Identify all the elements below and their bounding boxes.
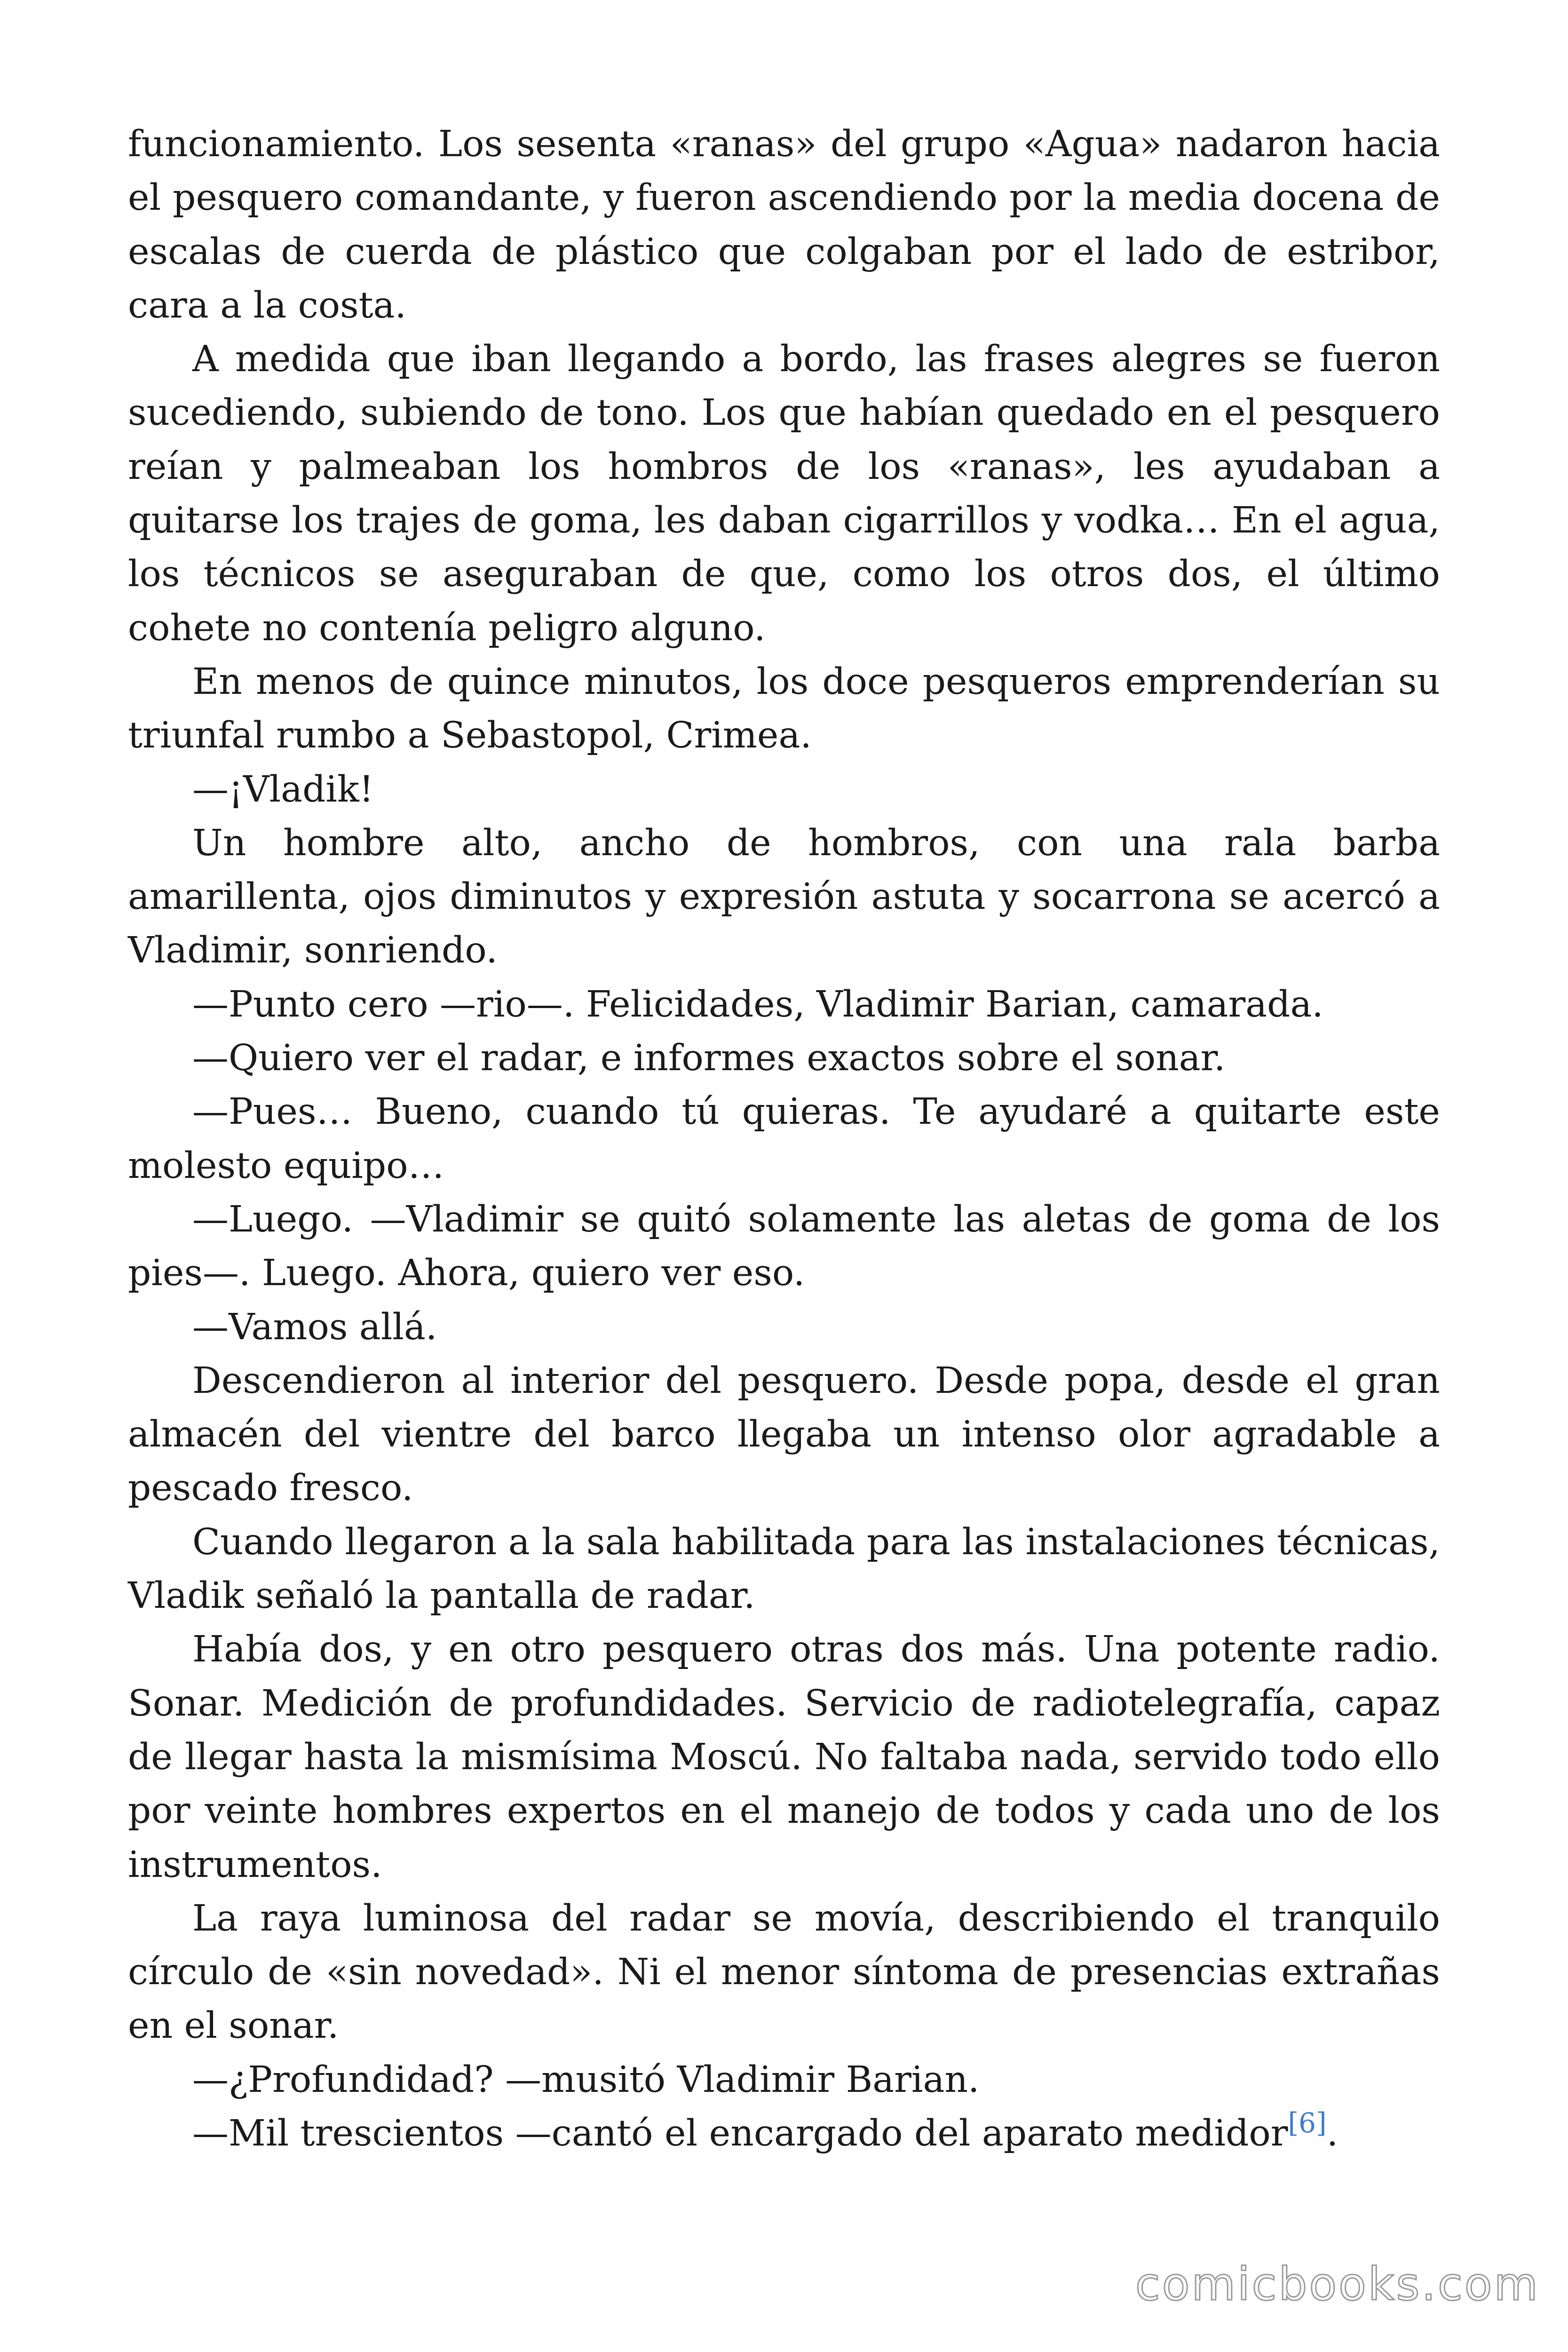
paragraph: —Luego. —Vladimir se quitó solamente las aletas de goma de los pies—. Luego. Ahora, quiero ver eso.	[128, 1198, 1440, 1295]
book-page-text	[128, 118, 1440, 2161]
paragraph: A medida que iban llegando a bordo, las frases alegres se fueron sucediendo, subiendo de tono. Los que habían quedado en el pesquero reían y palmeaban los hombros de los «ranas», les ayudaban a quitarse los trajes de goma, les daban cigarrillos y vodka… En el agua, los técnicos se aseguraban de que, como los otros dos, el último cohete no contenía peligro alguno.	[128, 338, 1440, 649]
paragraph: Cuando llegaron a la sala habilitada para las instalaciones técnicas, Vladik señaló la pantalla de radar.	[128, 1521, 1440, 1617]
paragraph: Un hombre alto, ancho de hombros, con una rala barba amarillenta, ojos diminutos y expresión astuta y socarrona se acercó a Vladimir, sonriendo.	[128, 822, 1440, 972]
paragraph: —Quiero ver el radar, e informes exactos sobre el sonar.	[192, 1037, 1226, 1080]
last-paragraph	[128, 2107, 1440, 2161]
paragraph: —Punto cero —rio—. Felicidades, Vladimir Barian, camarada.	[192, 983, 1323, 1025]
paragraph: Descendieron al interior del pesquero. Desde popa, desde el gran almacén del vientre del barco llegaba un intenso olor agradable a pescado fresco.	[128, 1359, 1440, 1510]
paragraph: La raya luminosa del radar se movía, describiendo el tranquilo círculo de «sin novedad». Ni el menor síntoma de presencias extrañas en el sonar.	[128, 1897, 1440, 2047]
footnote-link[interactable]: [6]	[1288, 2106, 1327, 2139]
paragraph: funcionamiento. Los sesenta «ranas» del grupo «Agua» nadaron hacia el pesquero comandante, y fueron ascendiendo por la media docena de escalas de cuerda de plástico que colgaban por el lado de estribor, cara a la costa.	[128, 123, 1440, 326]
last-paragraph-text: —Mil trescientos —cantó el encargado del aparato medidor	[192, 2112, 1288, 2154]
paragraph: En menos de quince minutos, los doce pesqueros emprenderían su triunfal rumbo a Sebastopol, Crimea.	[128, 660, 1440, 757]
paragraph: —¿Profundidad? —musitó Vladimir Barian.	[192, 2058, 980, 2101]
paragraph: —Vamos allá.	[192, 1306, 437, 1348]
paragraph: Había dos, y en otro pesquero otras dos más. Una potente radio. Sonar. Medición de profundidades. Servicio de radiotelegrafía, capaz de llegar hasta la mismísima Moscú. No faltaba nada, servido todo ello por veinte hombres expertos en el manejo de todos y cada uno de los instrumentos.	[128, 1629, 1440, 1886]
paragraph: —Pues… Bueno, cuando tú quieras. Te ayudaré a quitarte este molesto equipo…	[128, 1091, 1440, 1187]
watermark-logo: comicbooks.com	[1135, 2258, 1540, 2311]
last-paragraph-period: .	[1326, 2112, 1338, 2154]
paragraph: —¡Vladik!	[192, 768, 374, 810]
